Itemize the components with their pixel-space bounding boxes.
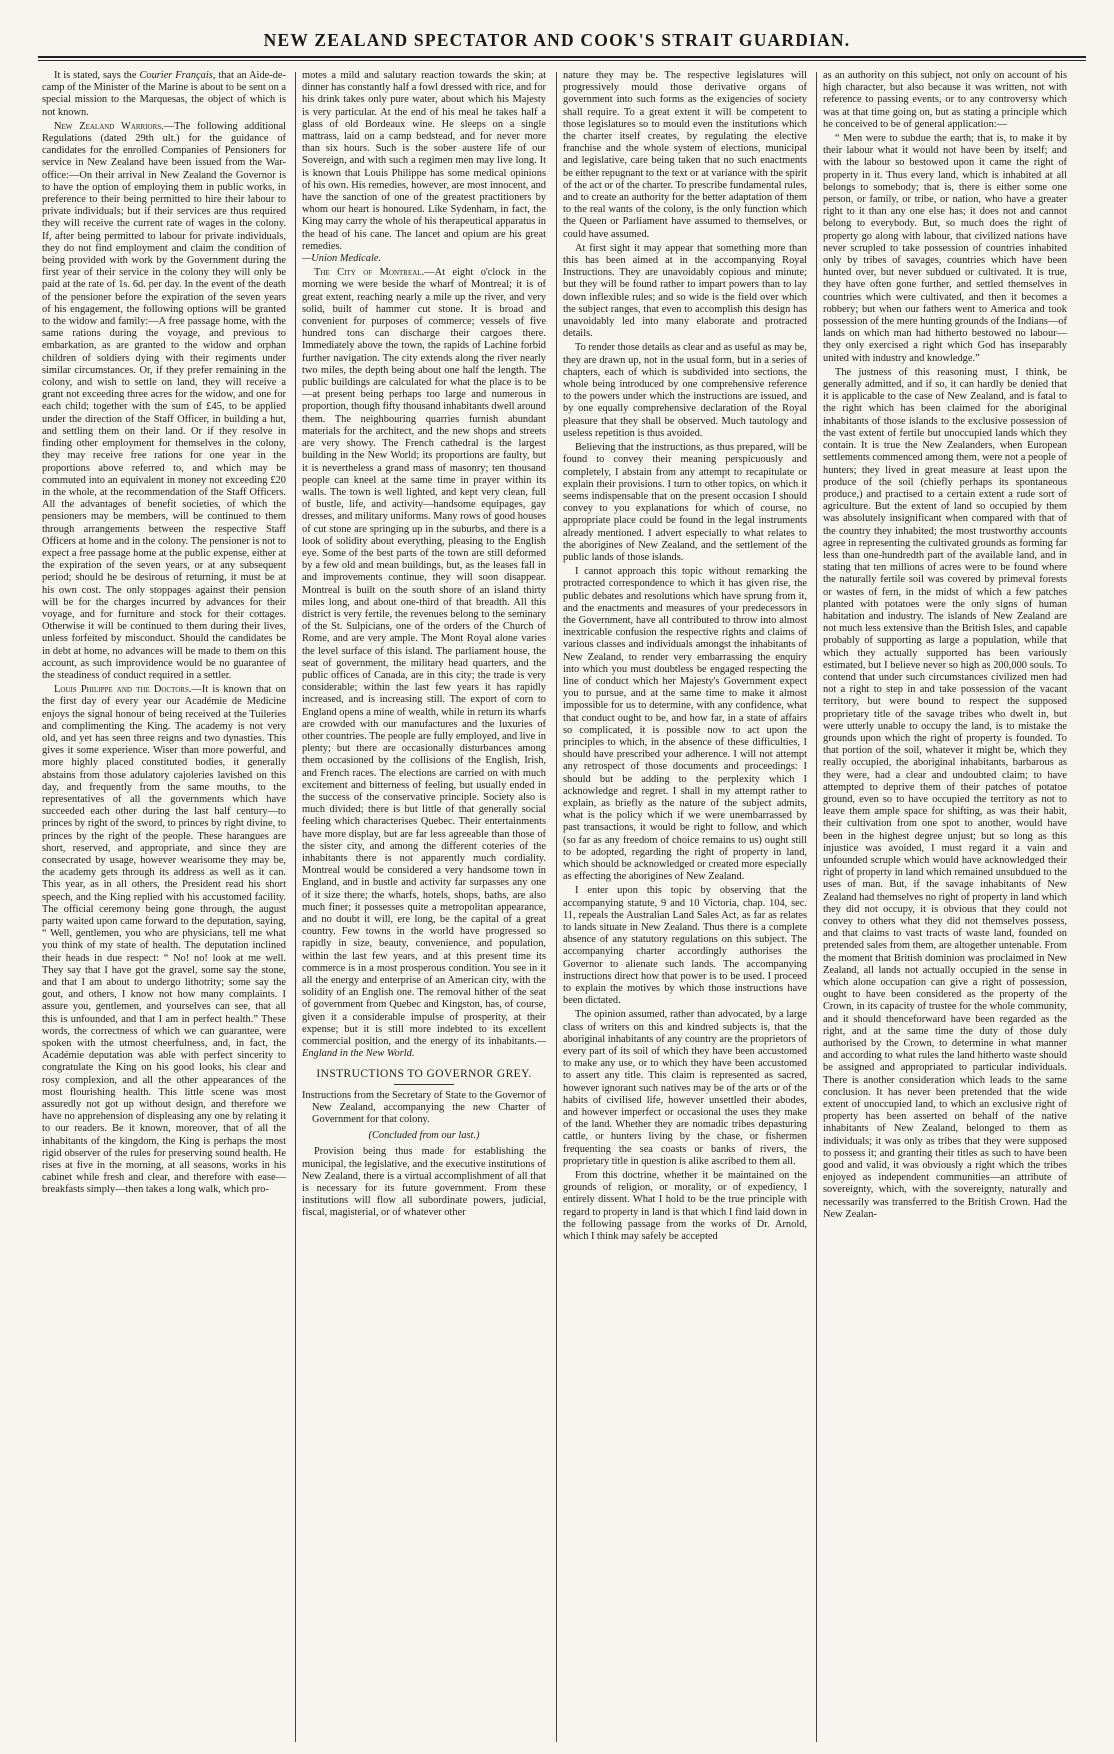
masthead-rule-thin: [38, 60, 1086, 61]
article-paragraph: nature they may be. The respective legislatures will progressively mould those derivative organs of government into such forms as the exigencies of society shall require. To a great extent it will be competent to those legislatures so to mould even the institutions which the charter itself creates, by regulating the elective franchise and the whole system of elections, municipal and legislative, care being taken that no such enactments be either repugnant to the text or at variance with the spirit of the act or of the charter. To prescribe fundamental rules, and to create an authority for the better adaptation of them to the real wants of the colony, is the only function which the Queen or Parliament have assumed to themselves, or could have assumed.: [563, 70, 807, 240]
column-divider: [295, 72, 296, 1742]
article-city-of-montreal: The City of Montreal.—At eight o'clock in the morning we were beside the wharf of Montreal; it is of great extent, reaching nearly a mile up the river, and very solid, built of hammer cut stone. It is broad and convenient for purposes of commerce; vessels of five hundred tons can discharge their cargoes there. Immediately above the town, the rapids of Lachine forbid further navigation. The city extends along the river nearly two miles, the depth being about one half the length. The public buildings are calculated for what the place is to be—at present being perhaps too large and numerous in proportion, though fifty thousand inhabitants dwell around them. The neighbouring quarries furnish abundant materials for the architect, and the new shops and streets are very showy. The French cathedral is the largest building in the New World; its proportions are faulty, but it is nevertheless a grand mass of masonry; ten thousand people can kneel at the same time in prayer within its walls. The town is well lighted, and kept very clean, full of bustle, life, and activity—handsome equipages, gay dresses, and military uniforms. Many rows of good houses of cut stone are springing up in the suburbs, and there is a look of solidity about everything, pleasing to the English eye. Some of the best parts of the town are still deformed by a few old and mean buildings, but, as the leases fall in and improvements continue, they will soon disappear. Montreal is built on the south shore of an island thirty miles long, and about one-third of that breadth. All this district is very fertile, the revenues belong to the seminary of the St. Sulpicians, one of the orders of the Church of Rome, and are very ample. The Mont Royal alone varies the level surface of this island. The parliament house, the seat of government, the military head quarters, and the public offices of Canada, are in this city; the trade is very considerable; within the last few years it has rapidly increased, and is increasing still. The export of corn to England opens a mine of wealth, while in return its wharfs are crowded with our manufactures and the luxuries of other countries. The people are fully employed, and live in plenty; but there are occasionally disturbances among them occasioned by the collisions of the English, Irish, and French races. The elections are carried on with much excitement and bitterness of feeling, but usually ended in the success of the conservative principle. Society also is much divided; there is but little of that generally social feeling which characterises Quebec. Their entertainments have more display, but are far less agreeable than those of the sister city, and among the different coteries of the inhabitants there is not apparently much cordiality. Montreal would be considered a very handsome town in England, and in bustle and activity far surpasses any one of it size there; the wharfs, hotels, shops, baths, are also much finer; it possesses quite a metropolitan appearance, and no doubt it will, ere long, be the capital of a great country. Few towns in the world have progressed so rapidly in size, beauty, convenience, and population, within the last few years, and at this present time its commerce is in a most prosperous condition. You see in it all the energy and enterprise of an American city, with the solidity of an English one. The removal hither of the seat of government from Quebec and Kingston, has, of course, given it a considerable impulse of prosperity, at their expense; but it is still more indebted to its excellent commercial position, and the energy of its inhabitants.—England in the New World.: [302, 267, 546, 1060]
source-citation: —Union Medicale.: [302, 253, 382, 265]
article-louis-philippe-cont: motes a mild and salutary reaction towards the skin; at dinner has constantly half a fowl dressed with rice, and for his drink takes only pure water, about which his Majesty is very particular. At the end of his meal he takes half a glass of old Bordeaux wine. He sleeps on a single mattrass, laid on a camp bedstead, and for never more than six hours. Such is the sober austere life of our Sovereign, and with such a regimen men may live long. It is known that Louis Philippe has some medical opinions of his own. His remedies, however, are most innocent, and have the sanction of one of the greatest practitioners by whom our heart is honoured. Like Sydenham, in fact, the King may carry the whole of his therapeutical apparatus in the head of his cane. The lancet and opium are his great remedies. —Union Medicale.: [302, 70, 546, 265]
article-paragraph: The opinion assumed, rather than advocated, by a large class of writers on this and kindred subjects is, that the aboriginal inhabitants of any country are the proprietors of every part of its soil of which they have been accustomed to make any use, or to which they have been accustomed to assert any title. This claim is represented as sacred, however ignorant such natives may be of the arts or of the habits of civilised life, however unsettled their abodes, and however imperfect or occasional the uses they make of the land. Whether they are nomadic tribes depasturing cattle, or hunters living by the chase, or fishermen frequenting the sea coasts or banks of rivers, the proprietary title in question is alike ascribed to them all.: [563, 1009, 807, 1167]
article-aide-de-camp: It is stated, says the Courier Français, that an Aide-de-camp of the Minister of the Marine is about to be sent on a special mission to the Marquesas, the object of which is not known.: [42, 70, 286, 118]
column-2: [302, 70, 546, 1742]
column-divider: [816, 72, 817, 1742]
article-paragraph: as an authority on this subject, not only on account of his high character, but also because it was written, not with reference to passing events, or to any controversy which was at that time going on, but as stating a principle which he conceived to be of general application:—: [823, 70, 1067, 130]
article-paragraph: At first sight it may appear that something more than this has been aimed at in the accompanying Royal Instructions. They are unavoidably copious and minute; but they will be found rather to impart powers than to lay down inflexible rules; and so wide is the field over which the subject ranges, that even to accomplish this design has unavoidably led into many elaborate and protracted details.: [563, 242, 807, 340]
article-paragraph: To render those details as clear and as useful as may be, they are drawn up, not in the usual form, but in a series of chapters, each of which is subdivided into sections, the whole being introduced by one comprehensive reference to the powers under which the instructions are issued, and by one equally comprehensive declaration of the Royal pleasure that they shall be observed. Much tautology and useless repetition is thus avoided.: [563, 342, 807, 439]
masthead-rule: [38, 56, 1086, 58]
article-heading: Louis Philippe and the Doctors.: [54, 684, 192, 696]
column-divider: [556, 72, 557, 1742]
article-louis-philippe: Louis Philippe and the Doctors.—It is known that on the first day of every year our Académie de Medicine enjoys the signal honour of being received at the Tuileries and complimenting the King. The academy is not very old, and yet has seen three reigns and two dynasties. This gives it some experience. Wiser than more powerful, and more highly placed constituted bodies, it generally abstains from those adulatory cajoleries lavished on this day, and frequently from the same mouths, to the representatives of all the governments which have succeeded each other during the last half century—to princes by right of the sword, to princes by right divine, to princes by the right of the people. These harangues are short, reserved, and appropriate, and since they are consecrated by usage, however wearisome they may be, the academy gets through its address as well as it can. This year, as in all others, the President read his short speech, and the King replied with his accustomed facility. The official ceremony being gone through, the august party waited upon came forward to the deputation, saying, “ Well, gentlemen, you who are physicians, tell me what you think of my state of health. The deputation inclined their heads in due respect: “ No! no! look at me well. They say that I have got the gravel, some say the stone, and that I am about to undergo lithotrity; some say the gout, and others, I know not how many complaints. I assure you, gentlemen, and yourselves can see, that all this is unfounded, and that I am in perfect health.” These words, the correctness of which we can guarantee, were spoken with the utmost cheerfulness, and, in fact, the Académie deputation was able with perfect sincerity to congratulate the King on his good looks, his clear and rosy complexion, and all the other appearances of the most flourishing health. This little scene was most assuredly not got up without design, and therefore we have no apprehension of displeasing any one by relating it to our readers. Be it known, moreover, that of all the inhabitants of the kingdom, the King is perhaps the most rigid observer of the rules for preserving sound health. He rises at five in the morning, at all seasons, works in his cabinet while fresh and clear, and therefore with ease—breakfasts simply—then takes a long walk, which pro-: [42, 684, 286, 1196]
article-heading: New Zealand Warriors.: [54, 120, 164, 132]
article-heading: The City of Montreal.: [314, 267, 425, 279]
continued-note: (Concluded from our last.): [368, 1130, 480, 1142]
masthead: NEW ZEALAND SPECTATOR AND COOK'S STRAIT GUARDIAN.: [263, 30, 851, 50]
article-paragraph: Believing that the instructions, as thus prepared, will be found to convey their meaning perspicuously and completely, I abstain from any attempt to recapitulate or explain their provisions. I turn to other topics, on which it seems indispensable that on the present occasion I should convey to you explanations for which of course, no appropriate place could be found in the legal instruments already mentioned. I advert especially to what relates to the aborigines of New Zealand, and the settlement of the public lands of those islands.: [563, 442, 807, 563]
article-new-zealand-warriors: New Zealand Warriors.—The following additional Regulations (dated 29th ult.) for the guidance of candidates for the enrolled Companies of Pensioners for service in New Zealand have been issued from the War-office:—On their arrival in New Zealand the Governor is to have the option of employing them in public works, in preference to their being permitted to hire their labour to private individuals; but if their services are thus required they will receive the current rate of wages in the colony. If, after being permitted to labour for private individuals, they do not find employment and claim the condition of being provided with work by the Government during the first year of their service in the colony they will only be paid at the rate of 1s. 6d. per day. In the event of the death of the pensioner before the expiration of the seven years of his engagement, the following options will be granted to the widow and family:—A free passage home, with the same rations during the voyage, and previous to embarkation, as are granted to the widow and orphan children of soldiers dying with their regiments under similar circumstances. Or, if they prefer remaining in the colony, and wish to settle on land, they will receive a grant not exceeding three acres for the widow, and one for each child; together with the sum of £45, to be applied under the direction of the Staff Officer, in building a hut, and settling them on their land. Or if they resolve in finding other employment for themselves in the colony, they may receive free rations for one year in the proportions above referred to, and which may be commuted into an equivalent in money not exceeding £20 in the whole, at the recommendation of the Staff Officers. All the advantages of benefit societies, of which the pensioners may be members, will be continued to them through arrangements between the respective Staff Officers at home and in the colony. The pensioner is not to expect a free passage home at the public expense, either at the expiration of the seven years, or at any subsequent period; should he be desirous of returning, it must be at his own cost. The only stoppages against their pension will be for the charges incurred by advances for their voyage, and for furniture and stock for their cottages. Otherwise it will be continued to them during their lives, unless forfeited by misconduct. Should the candidates be in debt at home, no advances will be made to them on this account, as such improvidence would be no guarantee of the steadiness of conduct required in a settler.: [42, 120, 286, 681]
column-1: [42, 70, 286, 1742]
column-4: [823, 70, 1067, 1742]
article-paragraph: I enter upon this topic by observing that the accompanying statute, 9 and 10 Victoria, chap. 104, sec. 11, repeals the Australian Land Sales Act, as far as relates to lands situate in New Zealand. Thus there is a complete absence of any statutory regulations on this subject. The accompanying charter accordingly authorises the Governor to alienate such lands. The accompanying instructions direct how that power is to be used. I proceed to explain the motives by which those instructions have been dictated.: [563, 885, 807, 1007]
article-paragraph: Provision being thus made for establishing the municipal, the legislative, and the executive institutions of New Zealand, there is a virtual accomplishment of all that is necessary for its future government. From these institutions will flow all subordinate powers, judicial, fiscal, magisterial, or of whatever other: [302, 1146, 546, 1219]
section-heading: INSTRUCTIONS TO GOVERNOR GREY.: [316, 1068, 532, 1081]
quotation-paragraph: “ Men were to subdue the earth; that is, to make it by their labour what it would not have been by itself; and with the labour so bestowed upon it came the right of property in it. Thus every land, which is inhabited at all belongs to somebody; that is, there is either some one person, or family, or tribe, or nation, who have a greater right to it than any one else has; it does not and cannot belong to everybody. But, so much does the right of property go along with labour, that civilized nations have never scrupled to take possession of countries inhabited only by tribes of savages, countries which have been hunted over, but never subdued or cultivated. It is true, they have often gone further, and settled themselves in countries which were cultivated, and then it becomes a robbery; but when our fathers went to America and took possession of the mere hunting grounds of the Indians—of lands on which man had hitherto bestowed no labour—they only exercised a right which God has inseparably united with industry and knowledge.”: [823, 133, 1067, 364]
article-paragraph: The justness of this reasoning must, I think, be generally admitted, and if so, it can hardly be denied that it is applicable to the case of New Zealand, and is fatal to the right which has been claimed for the aboriginal inhabitants of those islands to the exclusive possession of the vast extent of fertile but unoccupied lands which they contain. It is true the New Zealanders, when European settlements commenced among them, were not a people of hunters; they lived in great measure at least upon the produce of the soil (chiefly perhaps its spontaneous produce,) and practised to a certain extent a rude sort of agriculture. But the extent of land so occupied by them was absolutely insignificant when compared with that of the country they inhabited; the most trustworthy accounts agree in representing the cultivated grounds as forming far less than one-hundredth part of the available land, and in stating that ten millions of acres were to be found where the naturally fertile soil was covered by primeval forests or wastes of fern, in the midst of which a few patches planted with potatoes were the only signs of human habitation and industry. The islands of New Zealand are not much less extensive than the British Isles, and capable probably of supporting as large a population, while that which they actually supported has been variously estimated, but I believe never so high as 200,000 souls. To contend that under such circumstances civilized men had not a right to step in and take possession of the vacant territory, but were bound to respect the supposed proprietary title of the savage tribes who dwelt in, but were utterly unable to occupy the land, is to mistake the grounds upon which the right of property is founded. To that portion of the soil, whatever it might be, which they really occupied, the aboriginal inhabitants, barbarous as they were, had a clear and undoubted claim; to have attempted to deprive them of their patches of potatoe ground, even so to have occupied the territory as not to leave them ample space for shifting, as was their habit, their cultivation from one spot to another, would have been in the highest degree unjust; but so long as this injustice was avoided, I must regard it a vain and unfounded scruple which would have acknowledged their right of property in land which remained unsubdued to the uses of man. But, if the savage inhabitants of New Zealand had themselves no right of property in land which they did not occupy, it is obvious that they could not convey to others what they did not themselves possess, and that claims to vast tracts of waste land, founded on pretended sales from them, are altogether untenable. From the moment that British dominion was proclaimed in New Zealand, all lands not actually occupied in the sense in which alone occupation can give a right of possession, ought to have been considered as the property of the Crown, in its capacity of trustee for the whole community, and it should thenceforward have been regarded as the right, and at the same time the duty of those duly authorised by the Crown, to determine in what manner and according to what rules the land hitherto waste should be assigned and appropriated to particular individuals. There is another consideration which leads to the same conclusion. It has never been pretended that the wide extent of unoccupied land, to which an exclusive right of property has been asserted on behalf of the native inhabitants of New Zealand, belonged to them as individuals; it was only as tribes that they were supposed to possess it; and granting their titles as such to have been good and valid, it was obviously a right which the tribes enjoyed as independent communities—an attribute of sovereignty, which, with the sovereignty, naturally and necessarily was transferred to the British Crown. Had the New Zealan-: [823, 366, 1067, 1220]
source-citation: —England in the New World.: [302, 1036, 546, 1060]
article-paragraph: I cannot approach this topic without remarking the protracted correspondence to which it has given rise, the public debates and resolutions which have sprung from it, and the enactments and measures of your predecessors in the Government, have all contributed to throw into almost inextricable confusion the respective rights and claims of various classes and individuals amongst the inhabitants of New Zealand, to render very embarrassing the enquiry into which you must doubtless be engaged respecting the line of conduct which her Majesty's Government expect you to pursue, and at the same time to make it almost impossible for us to determine, with any confidence, what that conduct ought to be, and how far, in a state of affairs so complicated, it is possible now to act upon the principles to which, in the absence of these difficulties, I should have prescribed your adherence. I will not attempt any retrospect of those documents and proceedings: I should but be adding to the perplexity which I acknowledge and regret. I shall in my attempt rather to explain, as briefly as the nature of the subject admits, what is the policy which if we were unembarrassed by past transactions, it would be right to follow, and which (so far as any freedom of choice remains to us) ought still to be adopted, regarding the right of property in land, which should be acknowledged or created more especially as effecting the aborigines of New Zealand.: [563, 566, 807, 883]
heading-rule: [394, 1084, 454, 1085]
column-3: [563, 70, 807, 1742]
section-subheading: Instructions from the Secretary of State to the Governor of New Zealand, accompanying the new Charter of Government for that colony.: [302, 1089, 546, 1126]
article-paragraph: From this doctrine, whether it be maintained on the grounds of religion, or morality, or of expediency, I entirely dissent. What I hold to be the true principle with regard to property in land is that which I find laid down in the following passage from the works of Dr. Arnold, which I think may safely be accepted: [563, 1170, 807, 1243]
